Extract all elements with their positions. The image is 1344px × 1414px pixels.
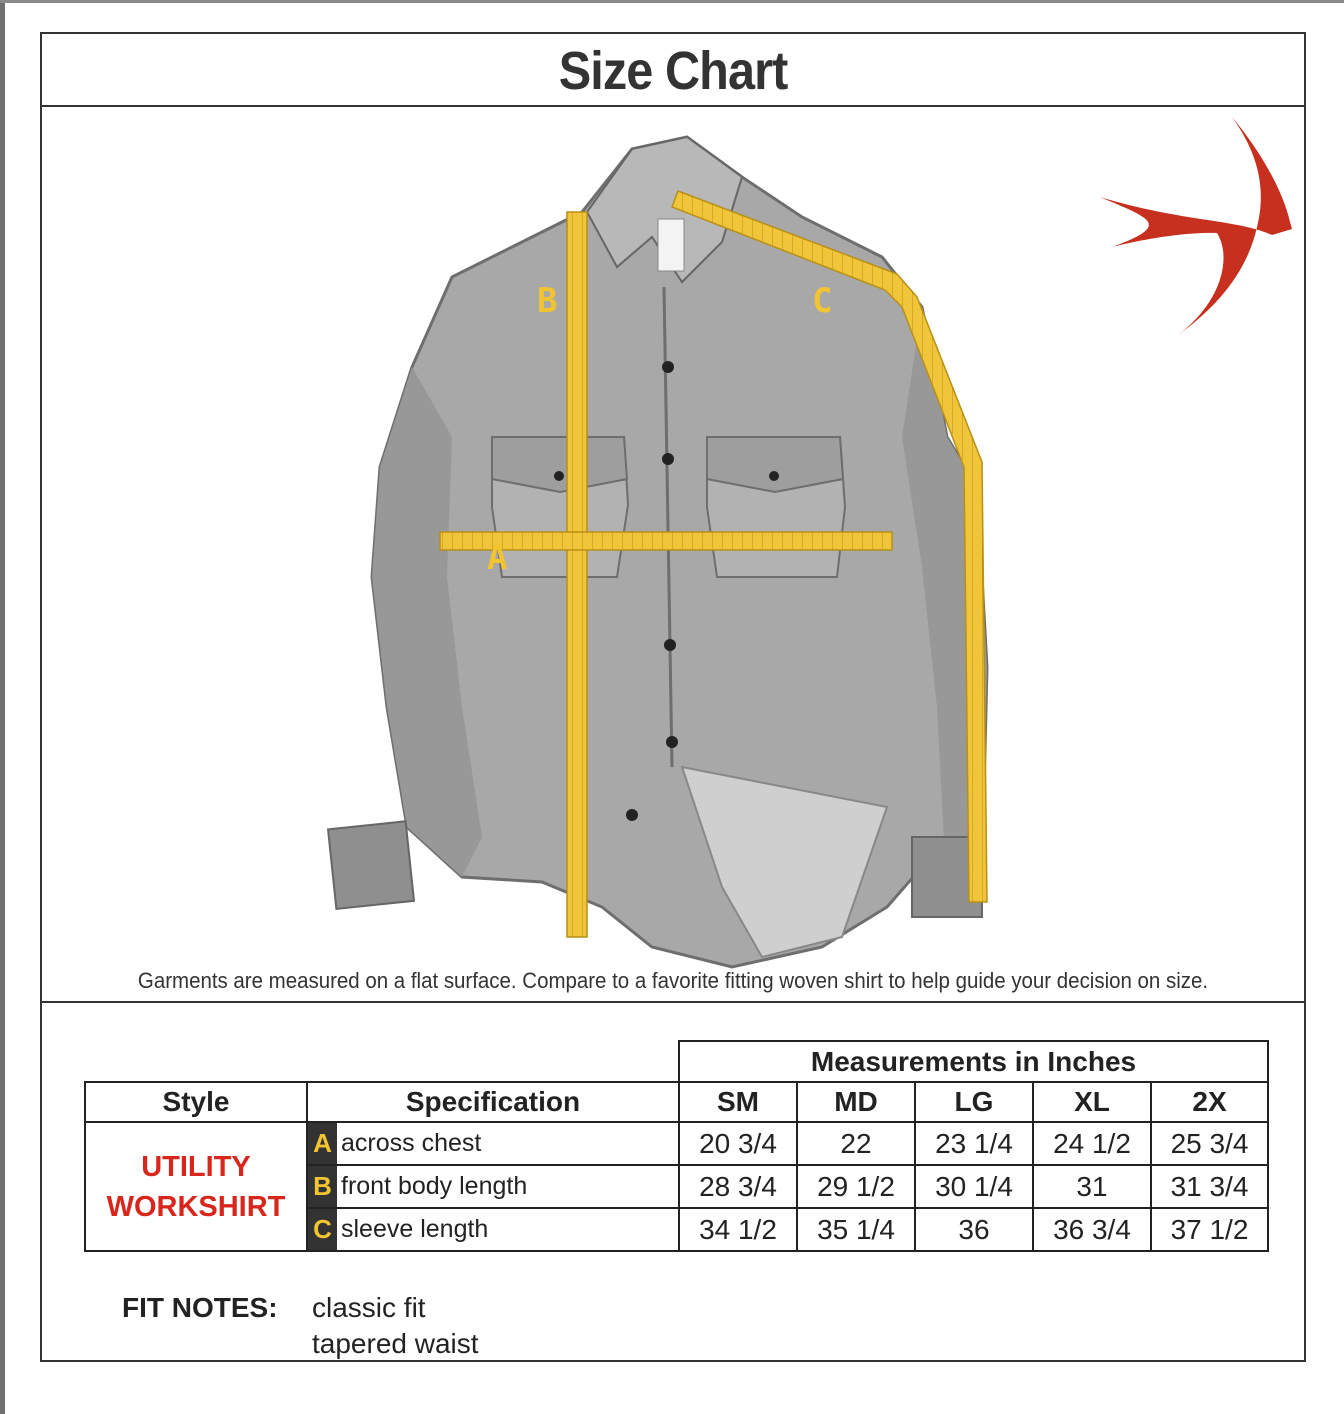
size-header-md: MD (797, 1082, 915, 1122)
size-header-xl: XL (1033, 1082, 1151, 1122)
measurement-cell: 30 1/4 (915, 1165, 1033, 1208)
title-bar (42, 34, 1304, 107)
measurement-cell: 31 (1033, 1165, 1151, 1208)
style-name (85, 1122, 307, 1251)
fit-note: tapered waist (312, 1328, 479, 1359)
measurement-cell: 25 3/4 (1151, 1122, 1268, 1165)
size-header-2x: 2X (1151, 1082, 1268, 1122)
measurement-cell: 31 3/4 (1151, 1165, 1268, 1208)
measurement-cell: 36 (915, 1208, 1033, 1251)
size-header-sm: SM (679, 1082, 797, 1122)
measurement-cell: 28 3/4 (679, 1165, 797, 1208)
measurement-cell: 37 1/2 (1151, 1208, 1268, 1251)
section-divider (42, 1001, 1304, 1003)
measurement-cell: 22 (797, 1122, 915, 1165)
style-header: Style (85, 1082, 307, 1122)
measurement-cell: 29 1/2 (797, 1165, 915, 1208)
label-a: A (487, 538, 508, 578)
fit-notes-list (312, 1290, 479, 1362)
measurement-cell: 20 3/4 (679, 1122, 797, 1165)
tape-a-chest (440, 532, 892, 550)
measurement-cell: 24 1/2 (1033, 1122, 1151, 1165)
page-edge (0, 0, 5, 1414)
measurement-cell: 23 1/4 (915, 1122, 1033, 1165)
fit-notes-label: FIT NOTES: (122, 1292, 278, 1323)
shirt-measurement-diagram (42, 107, 1304, 997)
measurement-note: Garments are measured on a flat surface. Compare to a favorite fitting woven shirt to help guide your decision on size. (137, 968, 1209, 993)
measurement-cell: 34 1/2 (679, 1208, 797, 1251)
spec-letter-badge: A (307, 1122, 337, 1165)
measurements-caption: Measurements in Inches (679, 1041, 1268, 1082)
spec-letter-badge: B (307, 1165, 337, 1208)
swallow-logo (1100, 117, 1292, 335)
page-title: Size Chart (558, 40, 788, 101)
measurement-cell: 36 3/4 (1033, 1208, 1151, 1251)
table-row (85, 1122, 1268, 1165)
label-b: B (537, 281, 558, 321)
fit-note: classic fit (312, 1292, 426, 1323)
tape-b-front-length (567, 212, 587, 937)
spec-header: Specification (307, 1082, 679, 1122)
label-c: C (812, 281, 833, 321)
shirt-illustration (328, 137, 987, 967)
spec-label: front body length (337, 1165, 679, 1208)
spec-label: across chest (337, 1122, 679, 1165)
size-chart-sheet (40, 32, 1306, 1362)
style-name-line: WORKSHIRT (106, 1190, 286, 1223)
page-edge-top (0, 0, 1344, 3)
size-table (84, 1040, 1269, 1252)
size-header-lg: LG (915, 1082, 1033, 1122)
measurement-cell: 35 1/4 (797, 1208, 915, 1251)
spec-letter-badge: C (307, 1208, 337, 1251)
spec-label: sleeve length (337, 1208, 679, 1251)
style-name-line: UTILITY (141, 1150, 251, 1183)
